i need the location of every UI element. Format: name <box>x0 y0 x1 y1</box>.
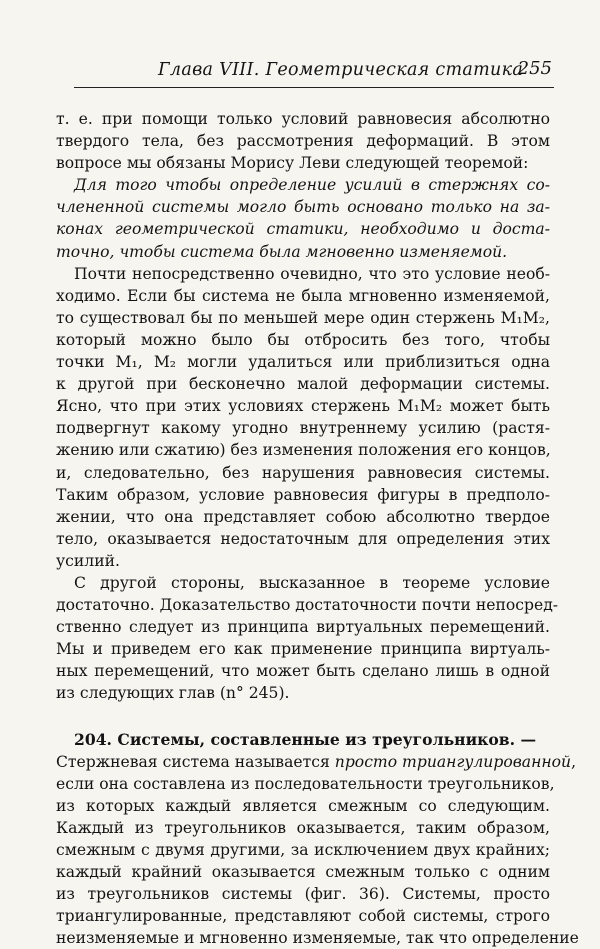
text-line <box>56 751 577 773</box>
text-line: из следующих глав (n° 245). <box>56 684 290 703</box>
text-line: из которых каждый является смежным со следующим. <box>56 796 550 815</box>
text-line: если она составлена из последовательности треугольников, <box>56 774 555 793</box>
text-line: триангулированные, представляют собой системы, строго <box>56 907 550 926</box>
text-line: подвергнут какому угодно внутреннему усилию (растя- <box>56 419 550 438</box>
proof-paragraph-necessity <box>56 263 550 572</box>
text-line: С другой стороны, высказанное в теореме условие <box>74 573 550 592</box>
section-heading: 204. Системы, составленные из треугольников. — <box>74 729 537 749</box>
text-line: неизменяемые и мгновенно изменяемые, так что определение <box>56 929 579 948</box>
text-line: смежным с двумя другими, за исключением двух крайних; <box>56 841 550 859</box>
term-emphasis: просто триангулированной <box>334 752 572 771</box>
text-line: твердого тела, без рассмотрения деформаций. В этом <box>56 132 550 151</box>
text-line: точно, чтобы система была мгновенно изменяемой. <box>56 242 508 261</box>
text-line: достаточно. Доказательство достаточности почти непосред- <box>56 596 559 615</box>
text-line: тело, оказывается недостаточным для определения этих <box>56 529 550 548</box>
text-line: то существовал бы по меньшей мере один стержень M₁M₂, <box>56 308 550 327</box>
page-number: 255 <box>517 58 552 79</box>
text-line: Мы и приведем его как применение принципа виртуаль- <box>56 640 550 659</box>
text-line: жении, что она представляет собою абсолютно твердое <box>56 507 550 526</box>
page-body <box>56 108 579 949</box>
text-line: ных перемещений, что может быть сделано лишь в одной <box>56 662 550 681</box>
text-line: из треугольников системы (фиг. 36). Системы, просто <box>56 885 550 904</box>
text-line: усилий. <box>56 551 120 570</box>
text-line: ходимо. Если бы система не была мгновенно изменяемой, <box>56 286 550 305</box>
text-line: который можно было бы отбросить без того, чтобы <box>56 330 550 349</box>
header-rule <box>74 87 554 88</box>
section-gap <box>56 717 550 729</box>
text-line: к другой при бесконечно малой деформации системы. <box>56 375 550 394</box>
text-line: ственно следует из принципа виртуальных перемещений. <box>56 618 550 637</box>
text-fragment: , <box>571 752 577 771</box>
text-line: вопросе мы обязаны Морису Леви следующей теоремой: <box>56 154 529 173</box>
text-line: каждый крайний оказывается смежным только с одним <box>56 863 550 882</box>
text-line: Таким образом, условие равновесия фигуры в предполо- <box>56 485 550 504</box>
text-line: конах геометрической статики, необходимо и доста- <box>56 220 550 239</box>
proof-paragraph-sufficiency <box>56 572 559 705</box>
text-line: Ясно, что при этих условиях стержень M₁M₂ может быть <box>56 397 550 416</box>
intro-paragraph <box>56 108 550 174</box>
section-204 <box>56 729 579 949</box>
text-line: т. е. при помощи только условий равновесия абсолютно <box>56 110 550 128</box>
text-line: точки M₁, M₂ могли удалиться или приблизиться одна <box>56 353 550 372</box>
text-line: Для того чтобы определение усилий в стержнях со- <box>74 176 550 195</box>
text-line: Почти непосредственно очевидно, что это условие необ- <box>74 264 550 283</box>
text-line: Каждый из треугольников оказывается, таким образом, <box>56 818 550 837</box>
text-line: жению или сжатию) без изменения положения его концов, <box>56 441 551 460</box>
running-head: Глава VIII. Геометрическая статика <box>158 60 524 80</box>
text-line: и, следовательно, без нарушения равновесия системы. <box>56 463 550 482</box>
theorem-paragraph <box>56 174 550 262</box>
text-line: члененной системы могло быть основано только на за- <box>56 198 550 217</box>
text-fragment: Стержневая система называется <box>56 752 335 771</box>
page-header <box>74 58 554 90</box>
section-gap <box>56 705 550 717</box>
